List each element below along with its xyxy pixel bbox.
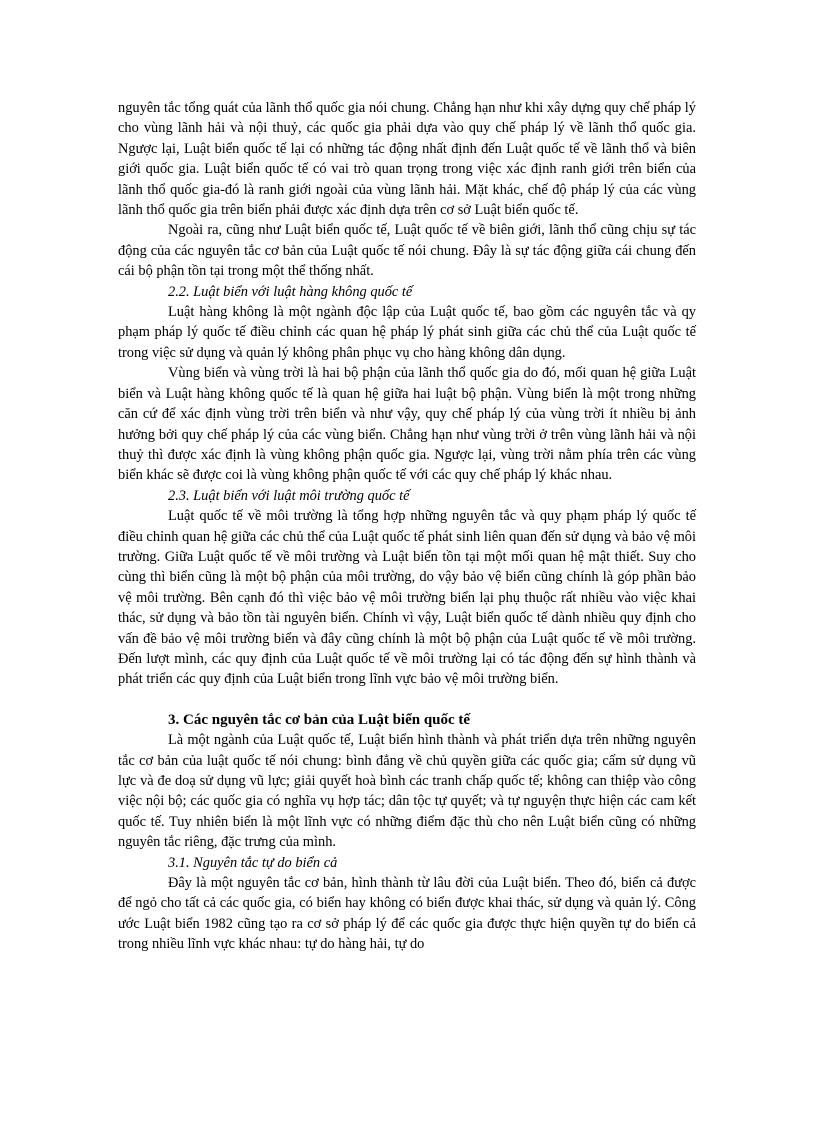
paragraph-3-1-1: Đây là một nguyên tắc cơ bản, hình thành từ lâu đời của Luật biển. Theo đó, biển cả được để ngỏ cho tất cả các quốc gia, có biển hay không có biển được khai thác, sử dụng và quản lý. Công ước Luật biển 1982 cũng tạo ra cơ sở pháp lý để các quốc gia được thực hiện quyền tự do biển cả trong nhiều lĩnh vực khác nhau: tự do hàng hải, tự do xyxy=(118,875,696,953)
paragraph-intro-1: nguyên tắc tổng quát của lãnh thổ quốc gia nói chung. Chẳng hạn như khi xây dựng quy chế pháp lý cho vùng lãnh hải và nội thuỷ, các quốc gia phải dựa vào quy chế pháp lý về lãnh thổ quốc gia. Ngược lại, Luật biển quốc tế lại có những tác động nhất định đến Luật quốc tế về lãnh thổ và biên giới quốc gia. Luật biển quốc tế có vai trò quan trọng trong việc xác định ranh giới trên biển của lãnh thổ quốc gia-đó là ranh giới ngoài của vùng lãnh hải. Mặt khác, chế độ pháp lý của các vùng lãnh thổ quốc gia trên biển phải được xác định dựa trên cơ sở Luật biển quốc tế. xyxy=(118,100,696,219)
subsection-heading-2-2: 2.2. Luật biển với luật hàng không quốc tế xyxy=(168,283,413,300)
document-page xyxy=(118,98,696,955)
paragraph-2-2-2: Vùng biển và vùng trời là hai bộ phận của lãnh thổ quốc gia do đó, mối quan hệ giữa Luật biển và Luật hàng không quốc tế là quan hệ giữa hai luật bộ phận. Vùng biển là một trong những căn cứ để xác định vùng trời trên biển và như vậy, quy chế pháp lý của vùng trời ít nhiều bị ảnh hưởng bởi quy chế pháp lý của các vùng biển. Chẳng hạn như vùng trời ở trên vùng lãnh hải và nội thuỷ thì được xác định là vùng không phận quốc gia. Ngược lại, vùng trời nằm phía trên các vùng biển khác sẽ được coi là vùng không phận quốc tế với các quy chế pháp lý khác nhau. xyxy=(118,365,696,484)
section-heading-3: 3. Các nguyên tắc cơ bản của Luật biển quốc tế xyxy=(168,711,471,728)
paragraph-3-1: Là một ngành của Luật quốc tế, Luật biển hình thành và phát triển dựa trên những nguyên tắc cơ bản của luật quốc tế nói chung: bình đẳng về chủ quyền giữa các quốc gia; cấm sử dụng vũ lực và đe doạ sử dụng vũ lực; giải quyết hoà bình các tranh chấp quốc tế; không can thiệp vào công việc nội bộ; các quốc gia có nghĩa vụ hợp tác; dân tộc tự quyết; và tự nguyện thực hiện các cam kết quốc tế. Tuy nhiên biển là một lĩnh vực có những điểm đặc thù cho nên Luật biển cũng có những nguyên tắc riêng, đặc trưng của mình. xyxy=(118,732,696,851)
subsection-heading-2-3: 2.3. Luật biển với luật môi trường quốc tế xyxy=(168,487,410,504)
paragraph-2-2-1: Luật hàng không là một ngành độc lập của Luật quốc tế, bao gồm các nguyên tắc và qy phạm pháp lý quốc tế điều chỉnh các quan hệ pháp lý phát sinh giữa các chủ thể của Luật quốc tế trong việc sử dụng và quản lý không phân phục vụ cho hàng không dân dụng. xyxy=(118,304,696,361)
paragraph-intro-2: Ngoài ra, cũng như Luật biển quốc tế, Luật quốc tế về biên giới, lãnh thổ cũng chịu sự tác động của các nguyên tắc cơ bản của Luật quốc tế nói chung. Đây là sự tác động giữa cái chung đến cái bộ phận tồn tại trong một thể thống nhất. xyxy=(118,222,696,280)
paragraph-2-3-1: Luật quốc tế về môi trường là tổng hợp những nguyên tắc và quy phạm pháp lý quốc tế điều chỉnh quan hệ giữa các chủ thể của Luật quốc tế phát sinh liên quan đến sử dụng và bảo vệ môi trường. Giữa Luật quốc tế về môi trường và Luật biển tồn tại một mối quan hệ mật thiết. Suy cho cùng thì biển cũng là một bộ phận của môi trường, do vậy bảo vệ biển cũng chính là góp phần bảo vệ môi trường. Bên cạnh đó thì việc bảo vệ môi trường biển lại phụ thuộc rất nhiều vào việc khai thác, sử dụng và bảo tồn tài nguyên biển. Chính vì vậy, Luật biển quốc tế dành nhiều quy định cho vấn đề bảo vệ môi trường biển và đây cũng chính là một bộ phận của Luật quốc tế về môi trường. Đến lượt mình, các quy định của Luật quốc tế về môi trường lại có tác động đến sự hình thành và phát triển các quy định của Luật biển trong lĩnh vực bảo vệ môi trường biển. xyxy=(118,508,696,688)
subsection-heading-3-1: 3.1. Nguyên tắc tự do biển cả xyxy=(168,854,338,871)
